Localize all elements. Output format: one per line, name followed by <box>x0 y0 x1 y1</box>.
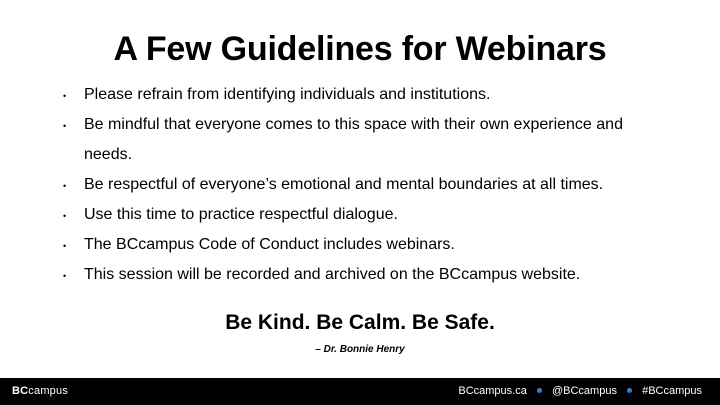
guideline-text: Be mindful that everyone comes to this space with their own experience and needs. <box>84 116 623 163</box>
logo-bold-part: BC <box>12 385 29 397</box>
guideline-text: The BCcampus Code of Conduct includes webinars. <box>84 236 455 253</box>
twitter-handle[interactable]: @BCcampus <box>551 385 617 397</box>
bullet-icon: • <box>63 271 67 281</box>
website-link[interactable]: BCcampus.ca <box>458 385 527 397</box>
guideline-text: Please refrain from identifying individuals and institutions. <box>84 86 491 103</box>
list-item <box>0 230 720 260</box>
slide-title: A Few Guidelines for Webinars <box>113 30 607 68</box>
list-item <box>0 80 720 110</box>
hashtag[interactable]: #BCcampus <box>642 385 702 397</box>
bullet-icon: • <box>63 91 67 101</box>
list-item <box>0 110 720 170</box>
footer-bar <box>0 378 720 405</box>
bullet-icon: • <box>63 211 67 221</box>
bccampus-logo <box>12 378 68 405</box>
guideline-text: This session will be recorded and archived on the BCcampus website. <box>84 266 581 283</box>
list-item <box>0 170 720 200</box>
list-item <box>0 260 720 290</box>
list-item <box>0 200 720 230</box>
separator-dot-icon <box>537 388 542 393</box>
logo-rest-part: campus <box>28 385 69 397</box>
motto: Be Kind. Be Calm. Be Safe. <box>225 311 495 334</box>
attribution: – Dr. Bonnie Henry <box>315 344 405 355</box>
guidelines-list <box>0 80 720 290</box>
guideline-text: Use this time to practice respectful dialogue. <box>84 206 398 223</box>
bullet-icon: • <box>63 181 67 191</box>
separator-dot-icon <box>627 388 632 393</box>
footer-links <box>458 378 702 405</box>
guideline-text: Be respectful of everyone’s emotional and mental boundaries at all times. <box>84 176 604 193</box>
bullet-icon: • <box>63 241 67 251</box>
bullet-icon: • <box>63 121 67 131</box>
